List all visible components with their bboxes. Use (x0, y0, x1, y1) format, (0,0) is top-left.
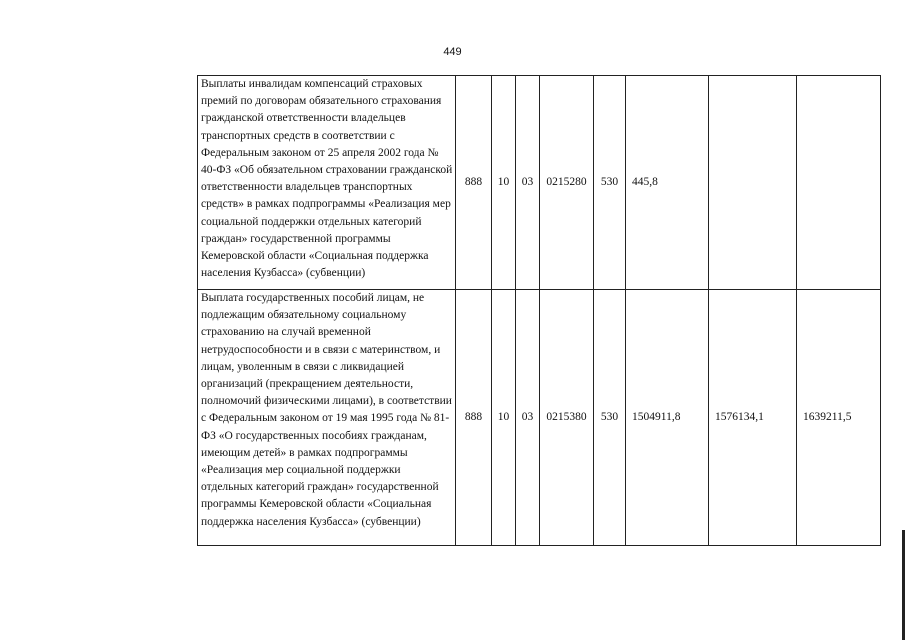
subsection-code: 03 (516, 290, 540, 546)
amount-year-2: 1576134,1 (709, 290, 797, 546)
page-number: 449 (443, 46, 462, 58)
ministry-code: 888 (456, 290, 492, 546)
amount-year-3 (797, 76, 881, 290)
table-row (198, 76, 881, 290)
budget-table (197, 75, 881, 546)
row-description: Выплата государственных пособий лицам, не подлежащим обязательному социальному страхованию на случай временной нетрудоспособности и в связи с материнством, и лицам, уволенным в связи с ликвидацией организаций (прекращением деятельности, полномочий физическими лицами), в соответствии с Федеральным законом от 19 мая 1995 года № 81-ФЗ «О государственных пособиях гражданам, имеющим детей» в рамках подпрограммы «Реализация мер социальной поддержки отдельных категорий граждан» государственной программы Кемеровской области «Социальная поддержка населения Кузбасса» (субвенции) (198, 290, 456, 546)
table-row (198, 290, 881, 546)
amount-year-2 (709, 76, 797, 290)
amount-year-1: 1504911,8 (626, 290, 709, 546)
expense-type-code: 530 (594, 76, 626, 290)
subsection-code: 03 (516, 76, 540, 290)
amount-year-1: 445,8 (626, 76, 709, 290)
ministry-code: 888 (456, 76, 492, 290)
section-code: 10 (492, 290, 516, 546)
amount-year-3: 1639211,5 (797, 290, 881, 546)
target-article-code: 0215280 (540, 76, 594, 290)
section-code: 10 (492, 76, 516, 290)
expense-type-code: 530 (594, 290, 626, 546)
row-description: Выплаты инвалидам компенсаций страховых премий по договорам обязательного страхования гражданской ответственности владельцев транспортных средств в соответствии с Федеральным законом от 25 апреля 2002 года № 40-ФЗ «Об обязательном страховании гражданской ответственности владельцев транспортных средств» в рамках подпрограммы «Реализация мер социальной поддержки отдельных категорий граждан» государственной программы Кемеровской области «Социальная поддержка населения Кузбасса» (субвенции) (198, 76, 456, 290)
target-article-code: 0215380 (540, 290, 594, 546)
